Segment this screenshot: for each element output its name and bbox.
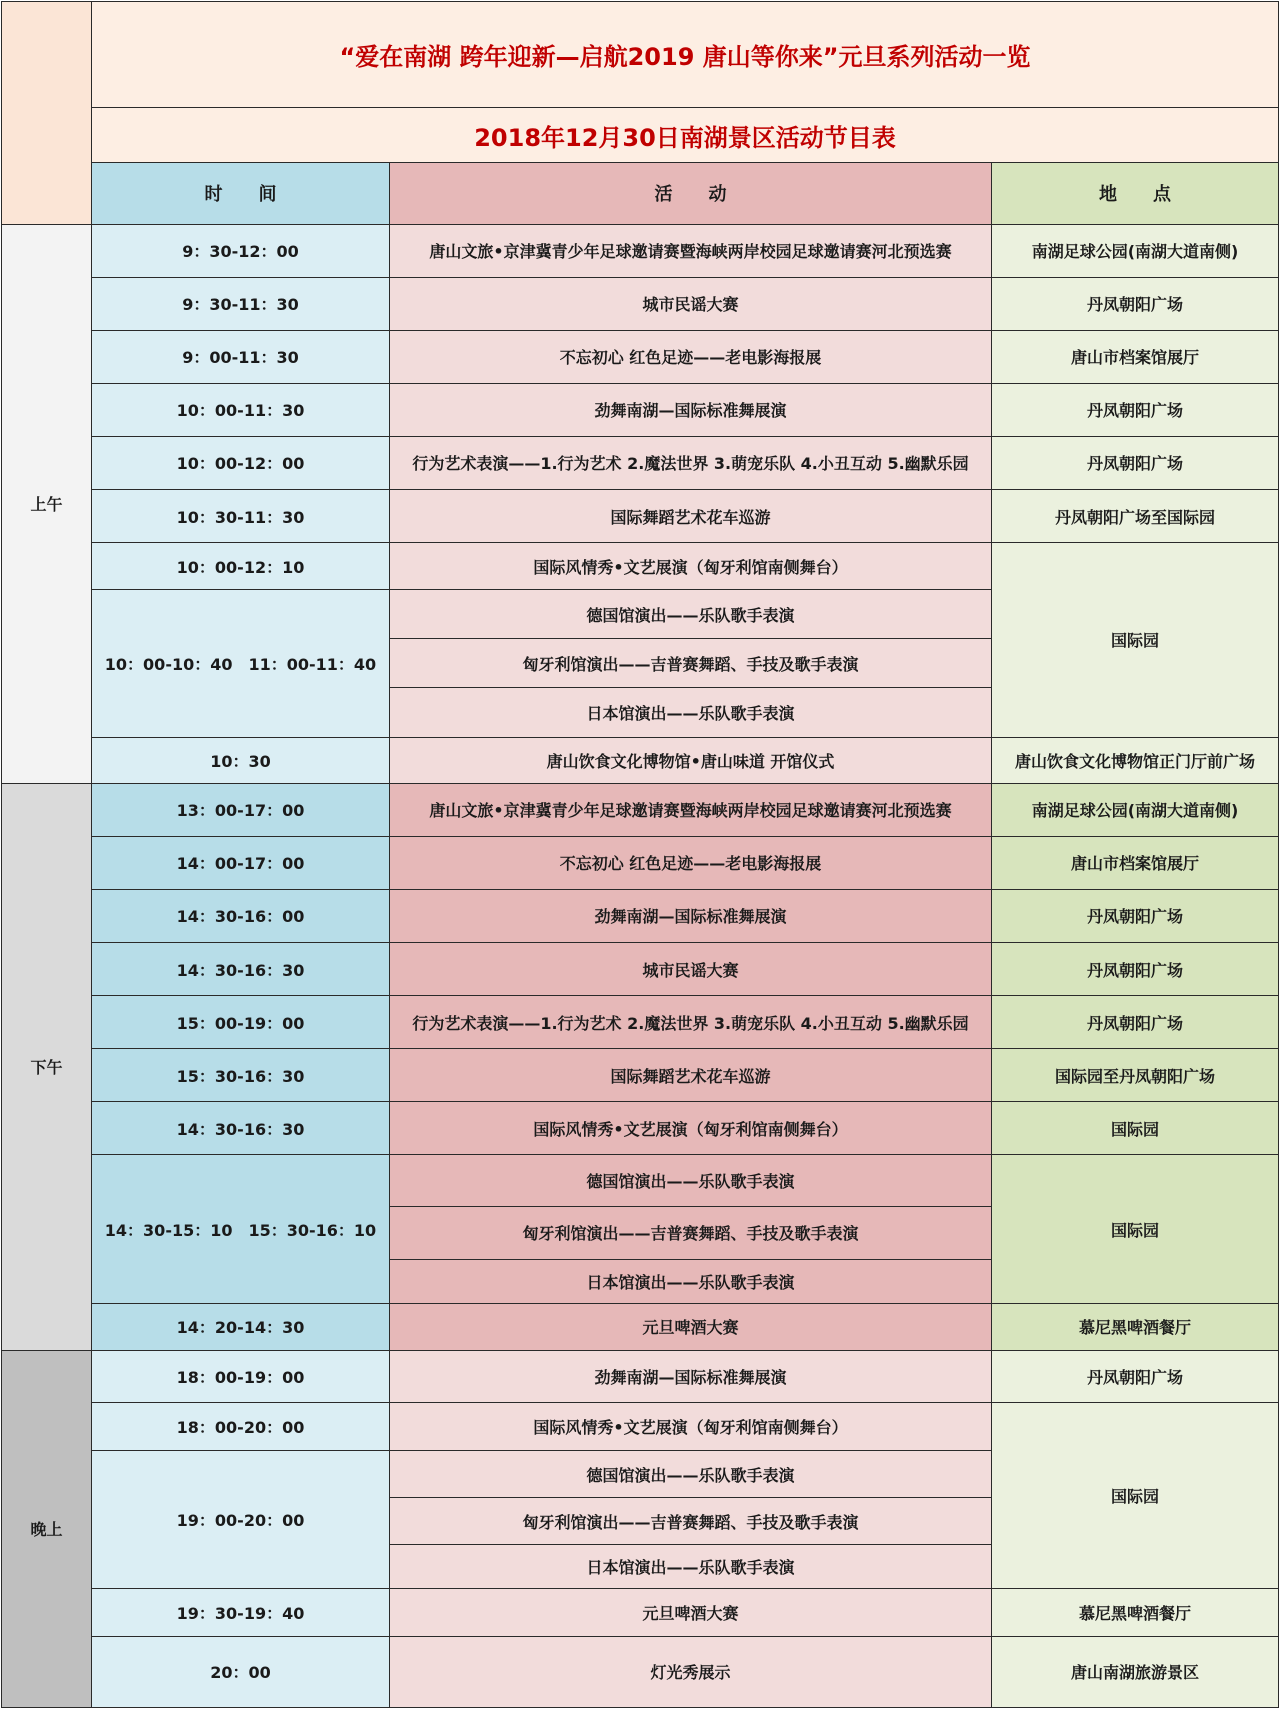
row-location: 丹凤朝阳广场 — [992, 943, 1279, 996]
row-time: 14：00-17：00 — [92, 836, 390, 889]
page-title: “爱在南湖 跨年迎新—启航2019 唐山等你来”元旦系列活动一览 — [92, 2, 1279, 108]
row-time: 14：30-15：10 15：30-16：10 — [92, 1155, 390, 1303]
row-activity: 唐山文旅•京津冀青少年足球邀请赛暨海峡两岸校园足球邀请赛河北预选赛 — [390, 224, 992, 277]
row-activity: 不忘初心 红色足迹——老电影海报展 — [390, 836, 992, 889]
row-time: 10：30 — [92, 737, 390, 783]
row-location: 国际园 — [992, 543, 1279, 737]
row-time: 19：00-20：00 — [92, 1451, 390, 1589]
row-location: 丹凤朝阳广场 — [992, 436, 1279, 489]
row-location: 丹凤朝阳广场 — [992, 889, 1279, 942]
row-location: 国际园至丹凤朝阳广场 — [992, 1049, 1279, 1102]
period-label-am: 上午 — [2, 224, 92, 783]
schedule-subtitle: 2018年12月30日南湖景区活动节目表 — [92, 108, 1279, 163]
row-activity: 灯光秀展示 — [390, 1636, 992, 1707]
row-activity: 行为艺术表演——1.行为艺术 2.魔法世界 3.萌宠乐队 4.小丑互动 5.幽默乐园 — [390, 436, 992, 489]
row-activity: 国际风情秀•文艺展演（匈牙利馆南侧舞台） — [390, 1102, 992, 1155]
row-activity: 元旦啤酒大赛 — [390, 1303, 992, 1350]
row-time: 9：30-12：00 — [92, 224, 390, 277]
row-time: 13：00-17：00 — [92, 783, 390, 836]
row-time: 14：30-16：30 — [92, 943, 390, 996]
row-time: 10：00-12：00 — [92, 436, 390, 489]
row-time: 9：30-11：30 — [92, 277, 390, 330]
row-activity: 日本馆演出——乐队歌手表演 — [390, 688, 992, 737]
row-time: 10：00-11：30 — [92, 383, 390, 436]
header-location: 地 点 — [992, 163, 1279, 224]
row-activity: 德国馆演出——乐队歌手表演 — [390, 1451, 992, 1498]
row-activity: 日本馆演出——乐队歌手表演 — [390, 1259, 992, 1303]
row-activity: 国际舞蹈艺术花车巡游 — [390, 490, 992, 543]
row-activity: 德国馆演出——乐队歌手表演 — [390, 1155, 992, 1206]
row-location: 慕尼黑啤酒餐厅 — [992, 1589, 1279, 1636]
row-activity: 劲舞南湖—国际标准舞展演 — [390, 383, 992, 436]
row-location: 国际园 — [992, 1155, 1279, 1303]
row-location: 国际园 — [992, 1402, 1279, 1588]
header-activity: 活 动 — [390, 163, 992, 224]
row-activity: 不忘初心 红色足迹——老电影海报展 — [390, 330, 992, 383]
row-activity: 城市民谣大赛 — [390, 277, 992, 330]
row-time: 18：00-19：00 — [92, 1350, 390, 1402]
row-time: 15：30-16：30 — [92, 1049, 390, 1102]
row-location: 慕尼黑啤酒餐厅 — [992, 1303, 1279, 1350]
row-activity: 唐山文旅•京津冀青少年足球邀请赛暨海峡两岸校园足球邀请赛河北预选赛 — [390, 783, 992, 836]
row-location: 丹凤朝阳广场 — [992, 1350, 1279, 1402]
row-activity: 劲舞南湖—国际标准舞展演 — [390, 889, 992, 942]
row-activity: 国际风情秀•文艺展演（匈牙利馆南侧舞台） — [390, 543, 992, 590]
row-location: 唐山饮食文化博物馆正门厅前广场 — [992, 737, 1279, 783]
row-activity: 劲舞南湖—国际标准舞展演 — [390, 1350, 992, 1402]
period-label-evening: 晚上 — [2, 1350, 92, 1707]
row-time: 14：30-16：30 — [92, 1102, 390, 1155]
period-label-pm: 下午 — [2, 783, 92, 1350]
row-time: 10：30-11：30 — [92, 490, 390, 543]
row-activity: 元旦啤酒大赛 — [390, 1589, 992, 1636]
row-location: 丹凤朝阳广场 — [992, 277, 1279, 330]
row-time: 19：30-19：40 — [92, 1589, 390, 1636]
row-location: 国际园 — [992, 1102, 1279, 1155]
row-time: 10：00-10：40 11：00-11：40 — [92, 590, 390, 737]
row-time: 18：00-20：00 — [92, 1402, 390, 1450]
header-time: 时 间 — [92, 163, 390, 224]
row-time: 9：00-11：30 — [92, 330, 390, 383]
row-location: 丹凤朝阳广场 — [992, 383, 1279, 436]
row-activity: 国际风情秀•文艺展演（匈牙利馆南侧舞台） — [390, 1402, 992, 1450]
row-location: 南湖足球公园(南湖大道南侧) — [992, 783, 1279, 836]
schedule-table — [1, 1, 1279, 1708]
row-location: 丹凤朝阳广场 — [992, 996, 1279, 1049]
row-time: 20：00 — [92, 1636, 390, 1707]
row-time: 14：20-14：30 — [92, 1303, 390, 1350]
row-activity: 匈牙利馆演出——吉普赛舞蹈、手技及歌手表演 — [390, 639, 992, 688]
row-location: 唐山南湖旅游景区 — [992, 1636, 1279, 1707]
corner-cell — [2, 2, 92, 225]
row-activity: 德国馆演出——乐队歌手表演 — [390, 590, 992, 639]
row-location: 南湖足球公园(南湖大道南侧) — [992, 224, 1279, 277]
row-time: 15：00-19：00 — [92, 996, 390, 1049]
row-activity: 行为艺术表演——1.行为艺术 2.魔法世界 3.萌宠乐队 4.小丑互动 5.幽默乐园 — [390, 996, 992, 1049]
row-activity: 匈牙利馆演出——吉普赛舞蹈、手技及歌手表演 — [390, 1498, 992, 1545]
row-activity: 唐山饮食文化博物馆•唐山味道 开馆仪式 — [390, 737, 992, 783]
row-activity: 城市民谣大赛 — [390, 943, 992, 996]
row-activity: 国际舞蹈艺术花车巡游 — [390, 1049, 992, 1102]
row-time: 14：30-16：00 — [92, 889, 390, 942]
row-activity: 匈牙利馆演出——吉普赛舞蹈、手技及歌手表演 — [390, 1206, 992, 1259]
row-location: 唐山市档案馆展厅 — [992, 330, 1279, 383]
row-time: 10：00-12：10 — [92, 543, 390, 590]
row-activity: 日本馆演出——乐队歌手表演 — [390, 1545, 992, 1589]
row-location: 丹凤朝阳广场至国际园 — [992, 490, 1279, 543]
row-location: 唐山市档案馆展厅 — [992, 836, 1279, 889]
